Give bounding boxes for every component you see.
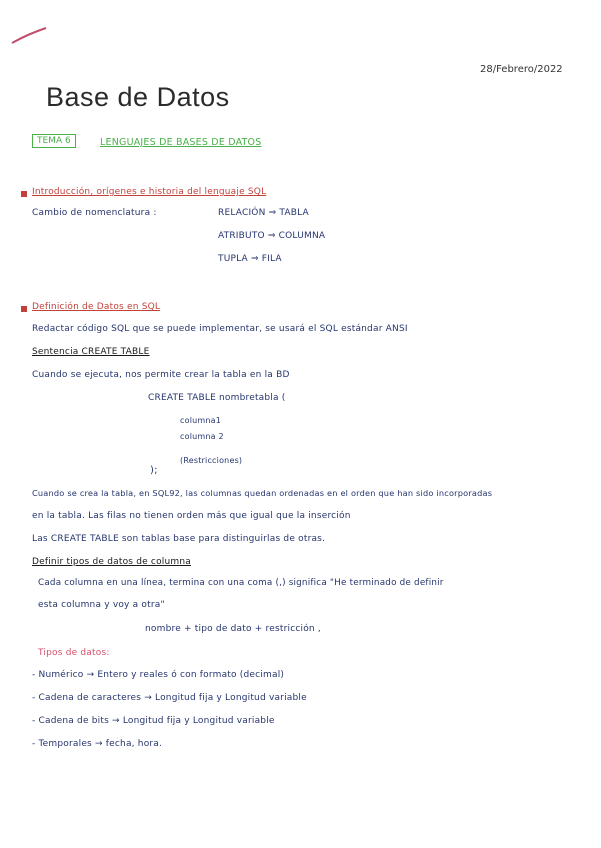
para2-line1: Cada columna en una línea, termina con una coma (,) significa "He terminado de definir	[38, 578, 444, 588]
para1-line2: en la tabla. Las filas no tienen orden más que igual que la inserción	[32, 511, 351, 521]
type-cadena-caracteres: - Cadena de caracteres → Longitud fija y Longitud variable	[32, 693, 307, 703]
code-restricciones: (Restricciones)	[180, 456, 243, 465]
page-title: Base de Datos	[46, 82, 230, 112]
code-columna2: columna 2	[180, 432, 224, 441]
type-numerico: - Numérico → Entero y reales ó con formato (decimal)	[32, 670, 285, 680]
create-table-subheading: Sentencia CREATE TABLE	[32, 347, 150, 357]
section-bullet	[21, 191, 27, 197]
pen-stroke-decoration	[10, 26, 50, 46]
para1-line3: Las CREATE TABLE son tablas base para distinguirlas de otras.	[32, 534, 326, 544]
tema-label: TEMA 6	[32, 134, 76, 148]
types-heading: Tipos de datos:	[38, 648, 110, 658]
section1-heading: Introducción, orígenes e historia del lenguaje SQL	[32, 187, 267, 197]
code-close: );	[150, 465, 158, 476]
mapping-relacion: RELACIÓN ⇒ TABLA	[218, 208, 309, 218]
section2-line2: Cuando se ejecuta, nos permite crear la tabla en la BD	[32, 370, 290, 380]
section-bullet	[21, 306, 27, 312]
nomenclature-intro: Cambio de nomenclatura :	[32, 208, 157, 218]
page-date: 28/Febrero/2022	[480, 64, 563, 75]
para2-line2: esta columna y voy a otra"	[38, 600, 165, 610]
column-formula: nombre + tipo de dato + restricción ,	[145, 624, 321, 634]
para1-line1: Cuando se crea la tabla, en SQL92, las columnas quedan ordenadas en el orden que han sido incorporadas	[32, 488, 493, 498]
tema-title: LENGUAJES DE BASES DE DATOS	[100, 137, 262, 148]
mapping-atributo: ATRIBUTO ⇒ COLUMNA	[218, 231, 326, 241]
mapping-tupla: TUPLA ⇒ FILA	[218, 254, 282, 264]
section2-heading: Definición de Datos en SQL	[32, 302, 161, 312]
define-types-subheading: Definir tipos de datos de columna	[32, 557, 191, 567]
type-cadena-bits: - Cadena de bits → Longitud fija y Longitud variable	[32, 716, 275, 726]
code-create-table: CREATE TABLE nombretabla (	[148, 393, 286, 403]
code-columna1: columna1	[180, 416, 222, 425]
type-temporales: - Temporales → fecha, hora.	[32, 739, 163, 749]
section2-line1: Redactar código SQL que se puede implementar, se usará el SQL estándar ANSI	[32, 324, 408, 334]
